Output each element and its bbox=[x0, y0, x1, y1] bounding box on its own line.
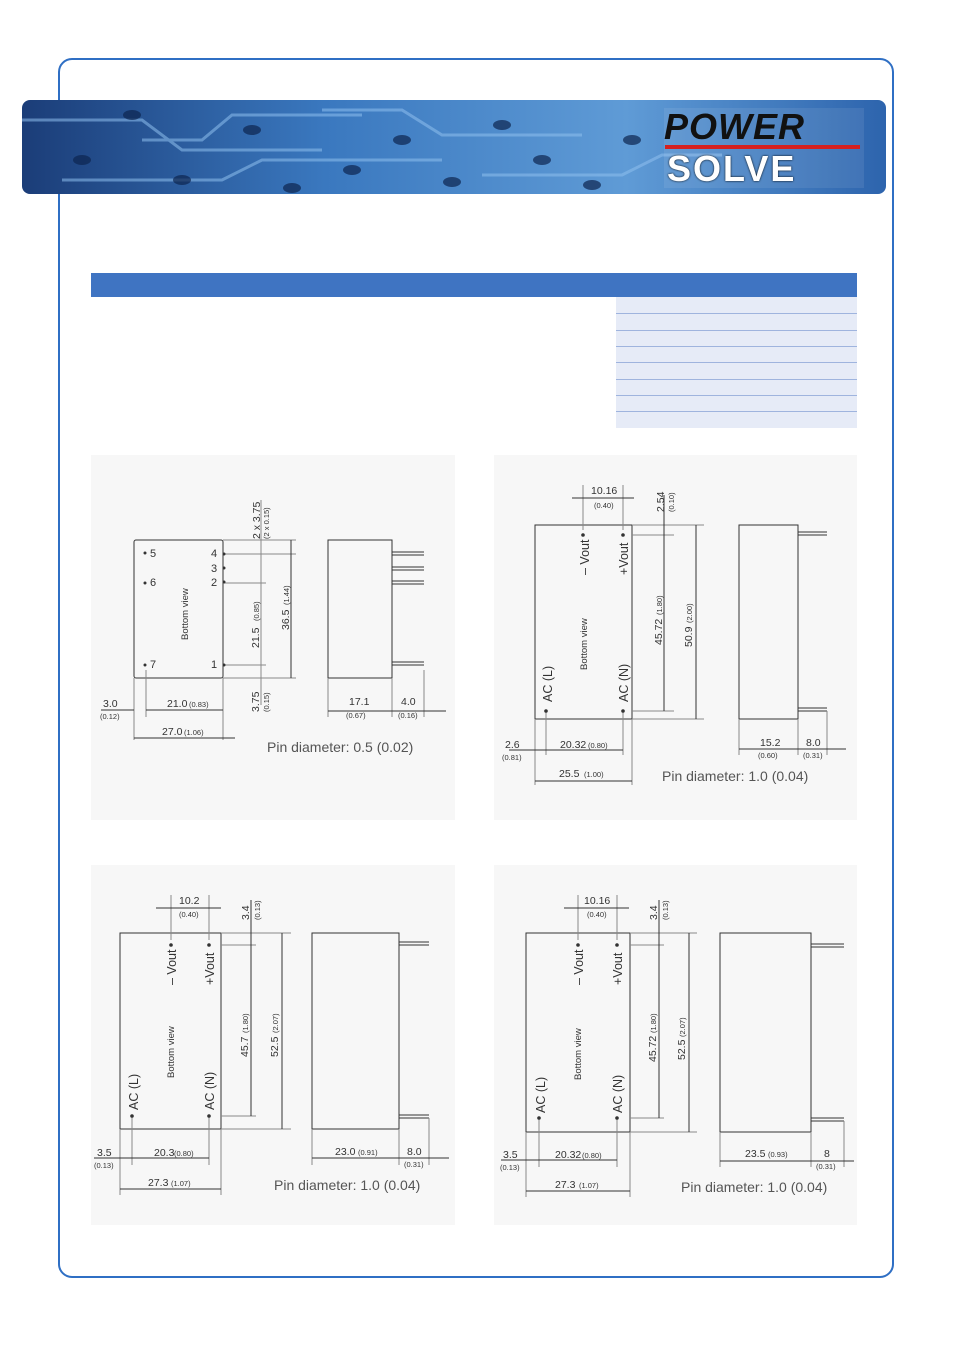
dim-text: (0.13) bbox=[661, 900, 670, 920]
dim-text: (2.00) bbox=[685, 603, 694, 623]
terminal-label: +Vout bbox=[617, 542, 631, 575]
pin-label: 2 bbox=[211, 577, 218, 589]
terminal-label: – Vout bbox=[165, 949, 179, 985]
bottom-view-label: Bottom view bbox=[166, 1026, 177, 1078]
dim-text: (0.81) bbox=[502, 753, 522, 762]
dim-text: (0.40) bbox=[594, 501, 614, 510]
dim-text: (0.13) bbox=[253, 900, 262, 920]
dim-text: (0.31) bbox=[816, 1162, 836, 1171]
dim-text: 23.5 bbox=[745, 1148, 766, 1160]
dim-text: (1.80) bbox=[655, 595, 664, 615]
pin-diameter-note: Pin diameter: 1.0 (0.04) bbox=[662, 768, 809, 784]
terminal-label: AC (N) bbox=[617, 663, 631, 702]
dim-text: 45.72 bbox=[653, 618, 665, 645]
dim-text: (0.67) bbox=[346, 711, 366, 720]
pin-diameter-note: Pin diameter: 0.5 (0.02) bbox=[267, 739, 414, 755]
dim-text: (1.07) bbox=[579, 1181, 599, 1190]
dim-text: 3.4 bbox=[240, 905, 252, 920]
dim-text: 52.5 bbox=[676, 1039, 688, 1060]
dim-text: 10.16 bbox=[584, 895, 611, 907]
pin-diameter-note: Pin diameter: 1.0 (0.04) bbox=[274, 1177, 421, 1193]
dim-text: (0.40) bbox=[179, 910, 199, 919]
dim-text: 20.3 bbox=[154, 1147, 175, 1159]
dim-text: (0.15) bbox=[262, 692, 271, 712]
bottom-view-label: Bottom view bbox=[180, 588, 191, 640]
pin-label: 7 bbox=[150, 659, 157, 671]
dim-text: (0.93) bbox=[768, 1150, 788, 1159]
dim-text: 27.3 bbox=[555, 1179, 576, 1191]
dim-text: (1.80) bbox=[241, 1013, 250, 1033]
terminal-label: AC (L) bbox=[534, 1076, 548, 1113]
dim-text: 20.32 bbox=[560, 739, 587, 751]
dim-text: 10.16 bbox=[591, 485, 618, 497]
dim-text: 21.5 bbox=[250, 627, 262, 648]
module-body-side-view bbox=[312, 933, 399, 1129]
dim-text: (2.07) bbox=[271, 1013, 280, 1033]
module-body-side-view bbox=[328, 540, 392, 678]
dim-text: 36.5 bbox=[280, 609, 292, 630]
dim-text: (0.31) bbox=[803, 751, 823, 760]
dim-text: 2 x 3.75 bbox=[251, 501, 263, 539]
dim-text: 17.1 bbox=[349, 696, 370, 708]
dim-text: 50.9 bbox=[683, 626, 695, 647]
dim-text: (0.80) bbox=[174, 1149, 194, 1158]
dim-text: 3.5 bbox=[503, 1149, 518, 1161]
dim-text: (0.91) bbox=[358, 1148, 378, 1157]
dim-text: (0.40) bbox=[587, 910, 607, 919]
module-body-side-view bbox=[720, 933, 811, 1132]
dim-text: 10.2 bbox=[179, 895, 200, 907]
terminal-label: – Vout bbox=[572, 949, 586, 985]
pin-label: 4 bbox=[211, 548, 218, 560]
dim-text: (2.07) bbox=[678, 1017, 687, 1037]
terminal-label: AC (L) bbox=[127, 1073, 141, 1110]
dim-text: (0.16) bbox=[398, 711, 418, 720]
dim-text: (1.06) bbox=[184, 728, 204, 737]
pin-label: 5 bbox=[150, 548, 157, 560]
dim-text: 3.75 bbox=[250, 691, 262, 712]
pin-label: 3 bbox=[211, 563, 218, 575]
dim-text: 3.0 bbox=[103, 698, 118, 710]
dim-text: 21.0 bbox=[167, 698, 188, 710]
dim-text: (0.80) bbox=[588, 741, 608, 750]
dim-text: 4.0 bbox=[401, 696, 416, 708]
dim-text: 15.2 bbox=[760, 737, 781, 749]
dim-text: 45.72 bbox=[647, 1035, 659, 1062]
dim-text: 2.6 bbox=[505, 739, 520, 751]
dim-text: 8.0 bbox=[407, 1146, 422, 1158]
drawing-panel-4 bbox=[494, 865, 857, 1225]
terminal-label: AC (N) bbox=[611, 1074, 625, 1113]
dim-text: 8.0 bbox=[806, 737, 821, 749]
dim-text: (1.44) bbox=[282, 585, 291, 605]
dim-text: 23.0 bbox=[335, 1146, 356, 1158]
dim-text: 27.0 bbox=[162, 726, 183, 738]
dim-text: 52.5 bbox=[269, 1036, 281, 1057]
dim-text: (0.83) bbox=[189, 700, 209, 709]
bottom-view-label: Bottom view bbox=[573, 1028, 584, 1080]
pin-label: 1 bbox=[211, 659, 218, 671]
dim-text: (0.13) bbox=[500, 1163, 520, 1172]
terminal-label: +Vout bbox=[611, 952, 625, 985]
terminal-label: AC (L) bbox=[541, 665, 555, 702]
drawing-panel-3 bbox=[91, 865, 455, 1225]
terminal-label: AC (N) bbox=[203, 1071, 217, 1110]
dim-text: (0.85) bbox=[252, 601, 261, 621]
pin-label: 6 bbox=[150, 577, 157, 589]
dim-text: (0.80) bbox=[582, 1151, 602, 1160]
brand-word-solve: SOLVE bbox=[667, 148, 797, 189]
bottom-view-label: Bottom view bbox=[579, 618, 590, 670]
dim-text: (0.12) bbox=[100, 712, 120, 721]
module-body-bottom-view bbox=[134, 540, 223, 678]
brand-word-power: POWER bbox=[664, 106, 806, 147]
dim-text: 3.4 bbox=[648, 905, 660, 920]
dim-text: (0.31) bbox=[404, 1160, 424, 1169]
dim-text: (1.00) bbox=[584, 770, 604, 779]
dim-text: 25.5 bbox=[559, 768, 580, 780]
dim-text: (1.80) bbox=[649, 1013, 658, 1033]
dim-text: 27.3 bbox=[148, 1177, 169, 1189]
dim-text: (0.60) bbox=[758, 751, 778, 760]
drawing-panel-1 bbox=[91, 455, 455, 820]
section-header-bar bbox=[91, 273, 857, 297]
dim-text: (0.13) bbox=[94, 1161, 114, 1170]
pin-diameter-note: Pin diameter: 1.0 (0.04) bbox=[681, 1179, 828, 1195]
dim-text: 45.7 bbox=[239, 1036, 251, 1057]
dim-text: (2 x 0.15) bbox=[262, 507, 271, 539]
dim-text: (0.10) bbox=[667, 492, 676, 512]
header-banner bbox=[22, 100, 886, 194]
terminal-label: +Vout bbox=[203, 952, 217, 985]
spec-table-block bbox=[616, 297, 857, 428]
drawing-panel-2 bbox=[494, 455, 857, 820]
dim-text: 2.54 bbox=[655, 491, 667, 512]
dim-text: 20.32 bbox=[555, 1149, 582, 1161]
dim-text: 3.5 bbox=[97, 1147, 112, 1159]
terminal-label: – Vout bbox=[578, 539, 592, 575]
dim-text: (1.07) bbox=[171, 1179, 191, 1188]
module-body-side-view bbox=[739, 525, 798, 719]
dim-text: 8 bbox=[824, 1148, 830, 1160]
